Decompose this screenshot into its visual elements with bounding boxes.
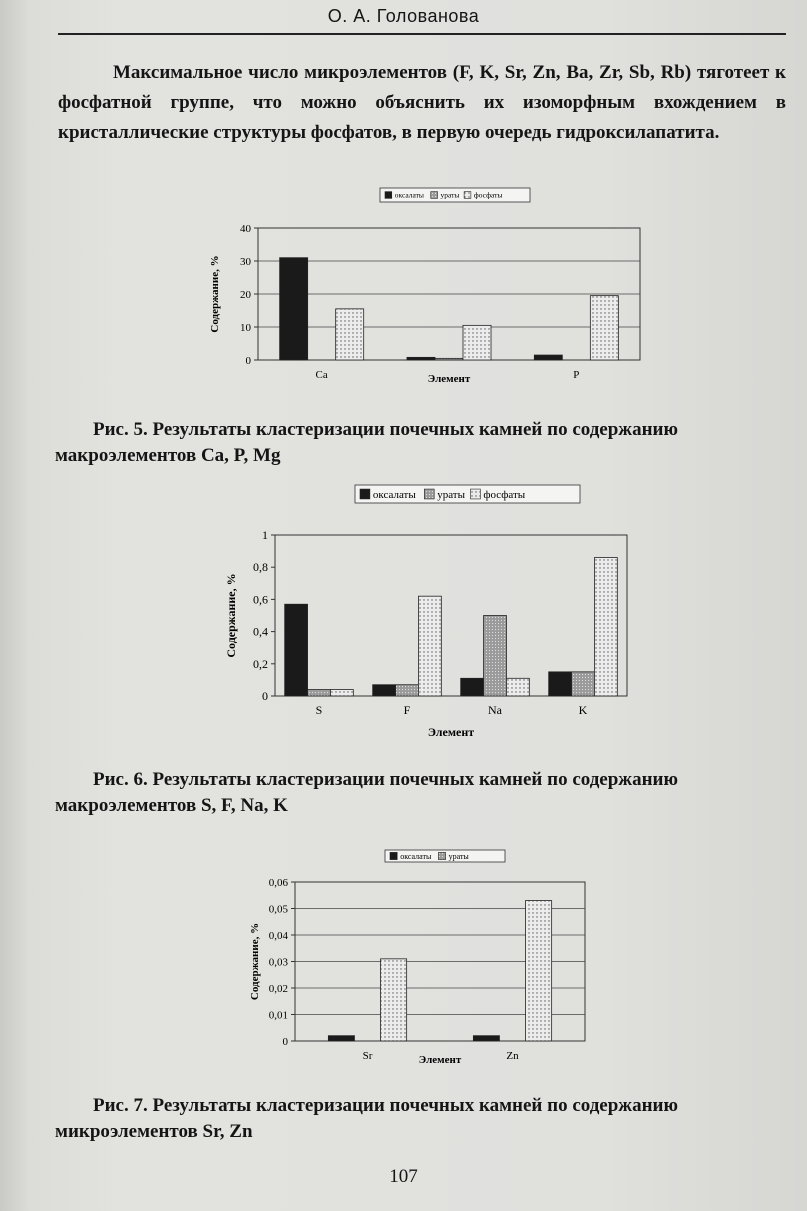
y-tick-label: 0,6 (253, 592, 268, 607)
bar-фосфаты-K (594, 558, 617, 696)
page-number: 107 (389, 1166, 418, 1187)
y-axis-label: Содержание, % (249, 922, 261, 1001)
x-axis-label: Элемент (427, 373, 471, 385)
bar-фосфаты-Ca (336, 309, 364, 360)
body-paragraph: Максимальное число микроэлементов (F, K, Sr, Zn, Ba, Zr, Sb, Rb) тяготеет к фосфатной группе, что можно объяснить их изоморфным вхождением в кристаллические структуры фосфатов, в первую очередь гидроксилапатита. (58, 62, 786, 143)
legend-swatch (360, 489, 370, 499)
y-tick-label: 0,8 (253, 560, 268, 575)
bar-фосфаты-Na (506, 678, 529, 696)
legend-swatch (390, 852, 397, 859)
y-tick-label: 0,02 (268, 983, 288, 995)
x-tick-label: Zn (506, 1050, 519, 1062)
bar-оксалаты-1 (407, 357, 435, 360)
figure-7-chart (240, 840, 600, 1085)
figure-6-chart (215, 475, 655, 760)
figure-5-caption: Рис. 5. Результаты кластеризации почечных камней по содержанию макроэлементов Ca, P, Mg (55, 419, 679, 466)
x-tick-label: S (315, 703, 323, 717)
figure-6-caption: Рис. 6. Результаты кластеризации почечных камней по содержанию макроэлементов S, F, Na, K (55, 769, 679, 816)
x-axis-label: Элемент (418, 1054, 462, 1066)
y-tick-label: 0,03 (268, 956, 288, 969)
bar-оксалаты-Ca (280, 258, 308, 360)
bar-фосфаты-S (330, 690, 353, 696)
bar-оксалаты-S (285, 604, 308, 696)
legend (380, 188, 530, 202)
legend (385, 850, 505, 862)
x-tick-label: Ca (315, 369, 328, 381)
header-rule (58, 33, 786, 35)
y-axis-label: Содержание, % (209, 255, 221, 333)
bar-ураты-1 (435, 358, 463, 360)
legend-swatch (385, 192, 392, 199)
bar-фосфаты-Sr (381, 959, 407, 1041)
y-axis-label: Содержание, % (224, 573, 238, 658)
bar-оксалаты-Na (461, 678, 484, 696)
bar-оксалаты-Zn (473, 1036, 499, 1041)
bar-ураты-S (308, 690, 331, 696)
x-tick-label: Na (488, 703, 502, 717)
bar-фосфаты-F (418, 596, 441, 696)
running-header: О. А. Голованова (327, 6, 480, 26)
y-tick-label: 0,04 (268, 930, 288, 942)
legend-swatch (470, 489, 480, 499)
y-tick-label: 0,4 (253, 624, 268, 639)
legend-label: ураты (440, 190, 460, 200)
x-tick-label: K (578, 703, 588, 717)
bar-оксалаты-Sr (328, 1036, 354, 1041)
bar-фосфаты-1 (463, 325, 491, 360)
legend-label: оксалаты (372, 488, 416, 501)
y-tick-label: 30 (240, 256, 251, 268)
bar-оксалаты-K (549, 672, 572, 696)
bar-ураты-F (396, 685, 419, 696)
bar-фосфаты-Zn (526, 901, 552, 1041)
x-tick-label: Sr (362, 1050, 373, 1062)
legend-label: оксалаты (400, 851, 432, 861)
y-tick-label: 0,2 (253, 656, 268, 671)
legend-swatch (424, 489, 434, 499)
bar-фосфаты-P (590, 296, 618, 360)
y-tick-label: 0 (262, 689, 268, 703)
x-tick-label: F (403, 703, 411, 717)
x-axis-label: Элемент (427, 725, 475, 739)
legend-label: ураты (448, 851, 469, 861)
bar-оксалаты-P (534, 355, 562, 360)
legend-label: фосфаты (473, 190, 503, 200)
legend-swatch (438, 852, 445, 859)
legend (355, 485, 580, 503)
y-tick-label: 0 (245, 355, 251, 367)
bar-ураты-Na (484, 616, 507, 697)
bar-ураты-K (572, 672, 595, 696)
y-tick-label: 0,01 (268, 1009, 288, 1022)
y-tick-label: 0 (282, 1036, 288, 1048)
figure-7-caption: Рис. 7. Результаты кластеризации почечных камней по содержанию микроэлементов Sr, Zn (55, 1095, 679, 1142)
y-tick-label: 0,05 (268, 903, 288, 916)
figure-5-chart (200, 180, 660, 400)
y-tick-label: 40 (240, 223, 251, 235)
legend-label: оксалаты (394, 190, 424, 200)
bar-оксалаты-F (373, 685, 396, 696)
y-tick-label: 0,06 (268, 877, 288, 889)
y-tick-label: 1 (262, 528, 268, 542)
legend-label: фосфаты (483, 488, 526, 501)
legend-swatch (431, 192, 438, 199)
y-tick-label: 20 (240, 289, 251, 301)
y-tick-label: 10 (240, 322, 251, 334)
legend-swatch (464, 192, 471, 199)
legend-label: ураты (437, 488, 465, 501)
x-tick-label: P (573, 369, 580, 381)
